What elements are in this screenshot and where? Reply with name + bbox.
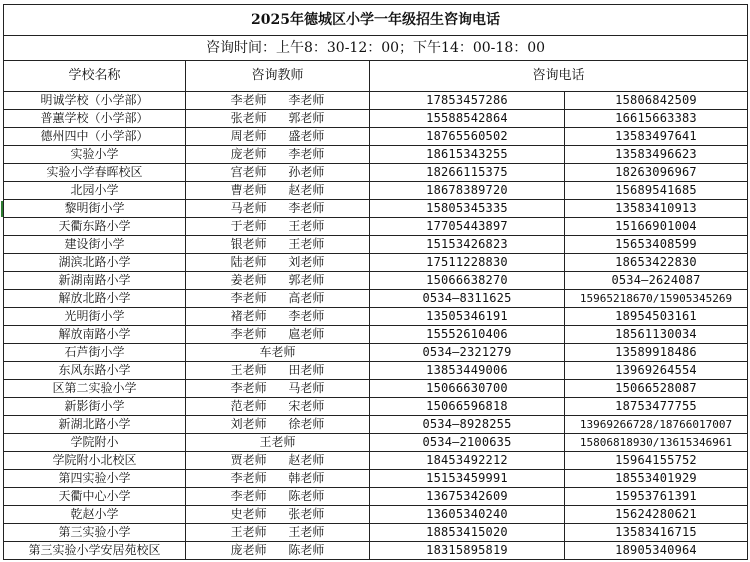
teacher-cell[interactable]: 银老师 王老师 [186,236,370,254]
table-row [4,218,748,236]
header-school: 学校名称 [4,61,186,92]
table-row [4,272,748,290]
teacher-cell[interactable]: 张老师 郭老师 [186,110,370,128]
phone-cell-1[interactable]: 15153459991 [370,470,565,488]
phone-cell-2[interactable]: 18263096967 [565,164,748,182]
phone-cell-1[interactable]: 18765560502 [370,128,565,146]
teacher-cell[interactable]: 史老师 张老师 [186,506,370,524]
school-name-cell[interactable]: 学院附小北校区 [4,452,186,470]
school-name-cell[interactable]: 乾赵小学 [4,506,186,524]
teacher-cell[interactable]: 李老师 扈老师 [186,326,370,344]
school-name-cell[interactable]: 新影街小学 [4,398,186,416]
school-name-cell[interactable]: 黎明街小学 [4,200,186,218]
teacher-cell[interactable]: 王老师 [186,434,370,452]
phone-cell-2[interactable]: 13583416715 [565,524,748,542]
teacher-cell[interactable]: 王老师 田老师 [186,362,370,380]
phone-cell-1[interactable]: 13853449006 [370,362,565,380]
phone-cell-2[interactable]: 15624280621 [565,506,748,524]
hours-row [4,36,748,61]
table-row [4,308,748,326]
school-name-cell[interactable]: 第三实验小学 [4,524,186,542]
teacher-cell[interactable]: 车老师 [186,344,370,362]
phone-cell-2[interactable]: 15066528087 [565,380,748,398]
phone-cell-1[interactable]: 18453492212 [370,452,565,470]
phone-cell-2[interactable]: 18561130034 [565,326,748,344]
teacher-cell[interactable]: 王老师 王老师 [186,524,370,542]
phone-cell-2[interactable]: 15689541685 [565,182,748,200]
phone-cell-2[interactable]: 15806842509 [565,92,748,110]
table-row [4,254,748,272]
table-row [4,164,748,182]
phone-cell-1[interactable]: 18315895819 [370,542,565,560]
teacher-cell[interactable]: 褚老师 李老师 [186,308,370,326]
phone-cell-2[interactable]: 18753477755 [565,398,748,416]
contact-table [3,4,748,560]
phone-cell-1[interactable]: 13605340240 [370,506,565,524]
header-teacher: 咨询教师 [186,61,370,92]
phone-cell-1[interactable]: 15552610406 [370,326,565,344]
school-name-cell[interactable]: 新湖北路小学 [4,416,186,434]
teacher-cell[interactable]: 庞老师 陈老师 [186,542,370,560]
phone-cell-1[interactable]: 0534—8311625 [370,290,565,308]
teacher-cell[interactable]: 李老师 韩老师 [186,470,370,488]
school-name-cell[interactable]: 解放南路小学 [4,326,186,344]
school-name-cell[interactable]: 北园小学 [4,182,186,200]
table-row [4,344,748,362]
phone-cell-1[interactable]: 15588542864 [370,110,565,128]
table-row [4,92,748,110]
phone-cell-1[interactable]: 18615343255 [370,146,565,164]
table-row [4,110,748,128]
table-row [4,398,748,416]
teacher-cell[interactable]: 马老师 李老师 [186,200,370,218]
school-name-cell[interactable]: 普蕙学校（小学部） [4,110,186,128]
school-name-cell[interactable]: 德州四中（小学部） [4,128,186,146]
phone-cell-1[interactable]: 18678389720 [370,182,565,200]
teacher-cell[interactable]: 李老师 高老师 [186,290,370,308]
school-name-cell[interactable]: 石芦街小学 [4,344,186,362]
phone-cell-1[interactable]: 18266115375 [370,164,565,182]
table-row [4,182,748,200]
phone-cell-1[interactable]: 15066596818 [370,398,565,416]
table-row [4,434,748,452]
phone-cell-2[interactable]: 15166901004 [565,218,748,236]
phone-cell-1[interactable]: 13675342609 [370,488,565,506]
phone-cell-2[interactable]: 15806818930/13615346961 [565,434,748,452]
phone-cell-2[interactable]: 16615663383 [565,110,748,128]
school-name-cell[interactable]: 建设街小学 [4,236,186,254]
school-name-cell[interactable]: 湖滨北路小学 [4,254,186,272]
phone-cell-2[interactable]: 13583496623 [565,146,748,164]
phone-cell-1[interactable]: 17853457286 [370,92,565,110]
school-name-cell[interactable]: 第四实验小学 [4,470,186,488]
table-row [4,416,748,434]
phone-cell-2[interactable]: 13969264554 [565,362,748,380]
phone-cell-2[interactable]: 13583497641 [565,128,748,146]
school-name-cell[interactable]: 东风东路小学 [4,362,186,380]
sheet-title: 2025年德城区小学一年级招生咨询电话 [4,5,748,36]
phone-cell-1[interactable]: 15153426823 [370,236,565,254]
phone-cell-1[interactable]: 18853415020 [370,524,565,542]
table-row [4,380,748,398]
phone-cell-1[interactable]: 15805345335 [370,200,565,218]
teacher-cell[interactable]: 贾老师 赵老师 [186,452,370,470]
phone-cell-1[interactable]: 0534—8928255 [370,416,565,434]
teacher-cell[interactable]: 陆老师 刘老师 [186,254,370,272]
phone-cell-2[interactable]: 13969266728/18766017007 [565,416,748,434]
table-row [4,128,748,146]
phone-cell-2[interactable]: 0534—2624087 [565,272,748,290]
table-row [4,326,748,344]
table-row [4,470,748,488]
table-row [4,524,748,542]
phone-cell-1[interactable]: 17705443897 [370,218,565,236]
phone-cell-2[interactable]: 15964155752 [565,452,748,470]
phone-cell-2[interactable]: 18905340964 [565,542,748,560]
table-row [4,200,748,218]
table-row [4,488,748,506]
table-row [4,542,748,560]
table-row [4,452,748,470]
school-name-cell[interactable]: 天衢东路小学 [4,218,186,236]
phone-cell-2[interactable]: 18653422830 [565,254,748,272]
school-name-cell[interactable]: 区第二实验小学 [4,380,186,398]
school-name-cell[interactable]: 学院附小 [4,434,186,452]
teacher-cell[interactable]: 庞老师 李老师 [186,146,370,164]
school-name-cell[interactable]: 天衢中心小学 [4,488,186,506]
table-row [4,362,748,380]
phone-cell-1[interactable]: 15066630700 [370,380,565,398]
school-name-cell[interactable]: 第三实验小学安居苑校区 [4,542,186,560]
consult-hours: 咨询时间：上午8：30-12：00；下午14：00-18：00 [4,36,748,61]
school-name-cell[interactable]: 明诚学校（小学部） [4,92,186,110]
phone-cell-1[interactable]: 0534—2100635 [370,434,565,452]
school-name-cell[interactable]: 实验小学春晖校区 [4,164,186,182]
phone-cell-2[interactable]: 15953761391 [565,488,748,506]
phone-cell-1[interactable]: 13505346191 [370,308,565,326]
phone-cell-2[interactable]: 18954503161 [565,308,748,326]
teacher-cell[interactable]: 范老师 宋老师 [186,398,370,416]
teacher-cell[interactable]: 曹老师 赵老师 [186,182,370,200]
phone-cell-1[interactable]: 0534—2321279 [370,344,565,362]
phone-cell-2[interactable]: 18553401929 [565,470,748,488]
phone-cell-2[interactable]: 13589918486 [565,344,748,362]
table-row [4,236,748,254]
teacher-cell[interactable]: 李老师 李老师 [186,92,370,110]
title-row [4,5,748,36]
phone-cell-1[interactable]: 17511228830 [370,254,565,272]
table-row [4,290,748,308]
school-name-cell[interactable]: 光明街小学 [4,308,186,326]
teacher-cell[interactable]: 周老师 盛老师 [186,128,370,146]
school-name-cell[interactable]: 新湖南路小学 [4,272,186,290]
table-row [4,506,748,524]
spreadsheet [3,4,747,560]
phone-cell-2[interactable]: 15653408599 [565,236,748,254]
school-name-cell[interactable]: 实验小学 [4,146,186,164]
phone-cell-2[interactable]: 15965218670/15905345269 [565,290,748,308]
teacher-cell[interactable]: 李老师 陈老师 [186,488,370,506]
phone-cell-2[interactable]: 13583410913 [565,200,748,218]
teacher-cell[interactable]: 刘老师 徐老师 [186,416,370,434]
teacher-cell[interactable]: 李老师 马老师 [186,380,370,398]
school-name-cell[interactable]: 解放北路小学 [4,290,186,308]
teacher-cell[interactable]: 于老师 王老师 [186,218,370,236]
header-phone: 咨询电话 [370,61,748,92]
teacher-cell[interactable]: 姜老师 郭老师 [186,272,370,290]
header-row [4,61,748,92]
table-row [4,146,748,164]
phone-cell-1[interactable]: 15066638270 [370,272,565,290]
teacher-cell[interactable]: 宫老师 孙老师 [186,164,370,182]
